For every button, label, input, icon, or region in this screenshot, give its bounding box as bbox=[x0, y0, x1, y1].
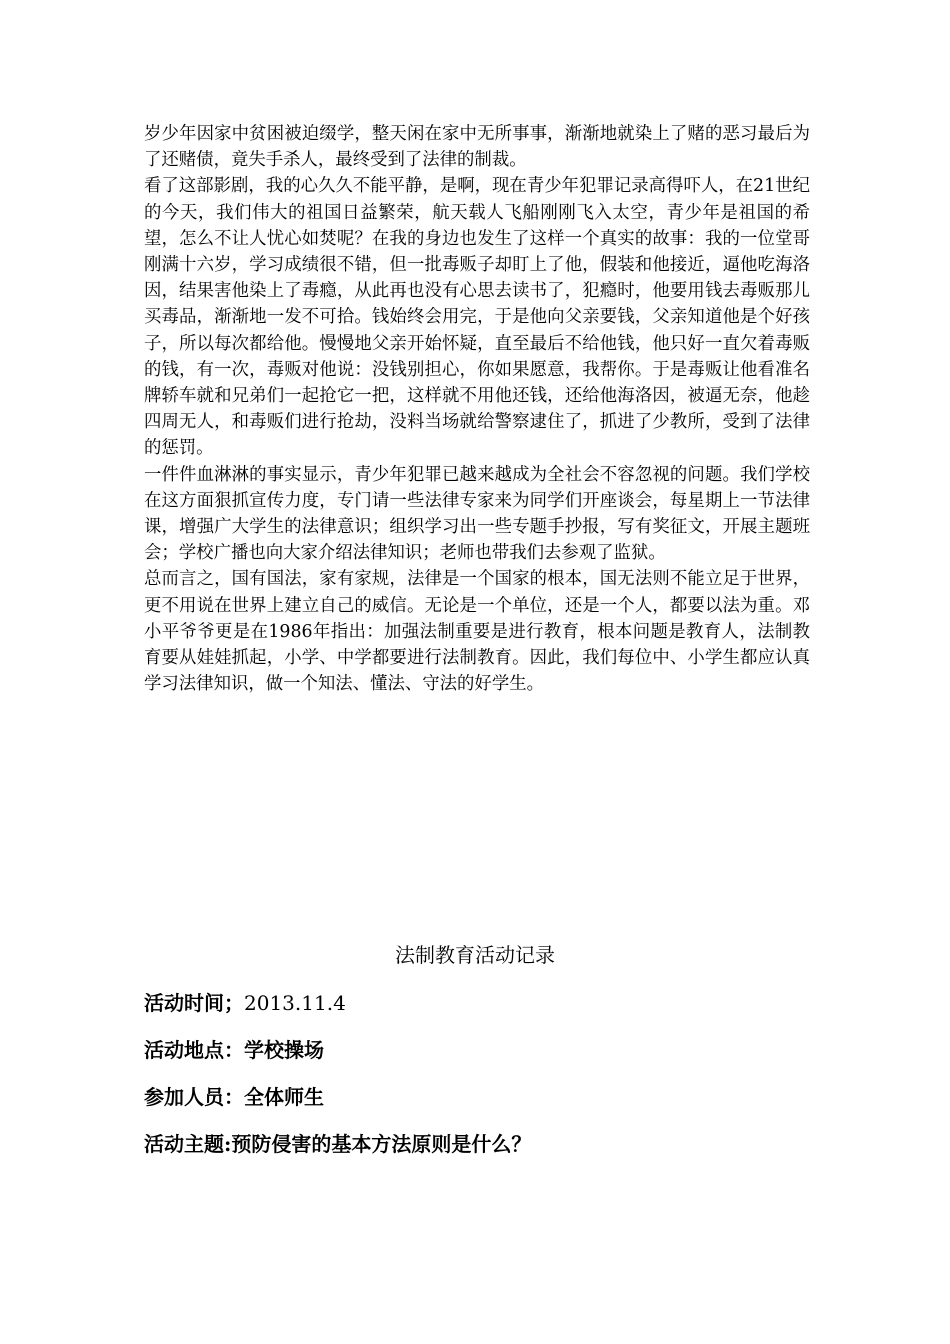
record-theme bbox=[144, 1129, 531, 1159]
essay-paragraph-2: 看了这部影剧，我的心久久不能平静，是啊，现在青少年犯罪记录高得吓人，在21世纪的今天，我们伟大的祖国日益繁荣，航天载人飞船刚刚飞入太空，青少年是祖国的希望，怎么不让人忧心如焚呢？在我的身边也发生了这样一个真实的故事：我的一位堂哥刚满十六岁，学习成绩很不错，但一批毒贩子却盯上了他，假装和他接近，逼他吃海洛因，结果害他染上了毒瘾，从此再也没有心思去读书了，犯瘾时，他要用钱去毒贩那儿买毒品，渐渐地一发不可拾。钱始终会用完，于是他向父亲要钱，父亲知道他是个好孩子，所以每次都给他。慢慢地父亲开始怀疑，直至最后不给他钱，他只好一直欠着毒贩的钱，有一次，毒贩对他说：没钱别担心，你如果愿意，我帮你。于是毒贩让他看准名牌轿车就和兄弟们一起抢它一把，这样就不用他还钱，还给他海洛因，被逼无奈，他趁四周无人，和毒贩们进行抢劫，没料当场就给警察逮住了，抓进了少教所，受到了法律的惩罚。 bbox=[144, 176, 810, 459]
record-theme-value: 预防侵害的基本方法原则是什么？ bbox=[231, 1132, 532, 1156]
record-place-value: 学校操场 bbox=[244, 1038, 324, 1062]
record-time-value: 2013.11.4 bbox=[244, 991, 346, 1015]
record-title: 法制教育活动记录 bbox=[395, 943, 555, 967]
record-participants bbox=[144, 1082, 324, 1112]
record-participants-value: 全体师生 bbox=[244, 1085, 324, 1109]
essay-paragraph-1: 岁少年因家中贫困被迫缀学，整天闲在家中无所事事，渐渐地就染上了赌的恶习最后为了还赌债，竟失手杀人，最终受到了法律的制裁。 bbox=[144, 124, 810, 171]
record-time-label: 活动时间； bbox=[144, 991, 244, 1015]
record-place bbox=[144, 1035, 324, 1065]
essay-paragraph-3: 一件件血淋淋的事实显示，青少年犯罪已越来越成为全社会不容忽视的问题。我们学校在这方面狠抓宣传力度，专门请一些法律专家来为同学们开座谈会，每星期上一节法律课，增强广大学生的法律意识；组织学习出一些专题手抄报，写有奖征文，开展主题班会；学校广播也向大家介绍法律知识；老师也带我们去参观了监狱。 bbox=[144, 464, 810, 564]
record-time bbox=[144, 988, 346, 1018]
essay-paragraph-4: 总而言之，国有国法，家有家规，法律是一个国家的根本，国无法则不能立足于世界，更不用说在世界上建立自己的威信。无论是一个单位，还是一个人，都要以法为重。邓小平爷爷更是在1986年指出：加强法制重要是进行教育，根本问题是教育人，法制教育要从娃娃抓起，小学、中学都要进行法制教育。因此，我们每位中、小学生都应认真学习法律知识，做一个知法、懂法、守法的好学生。 bbox=[144, 569, 810, 695]
record-participants-label: 参加人员： bbox=[144, 1085, 244, 1109]
record-theme-label: 活动主题: bbox=[144, 1132, 232, 1156]
record-place-label: 活动地点： bbox=[144, 1038, 244, 1062]
essay-body bbox=[144, 121, 810, 697]
